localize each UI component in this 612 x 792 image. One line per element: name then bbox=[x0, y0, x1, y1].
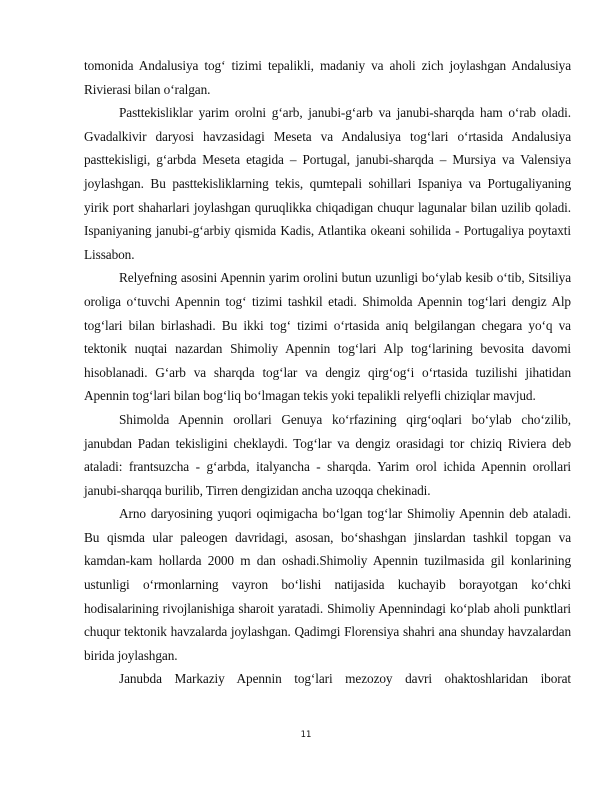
paragraph-markaziy-apennin: Janubda Markaziy Apennin tog‘lari mezozoy davri ohaktoshlaridan iborat bbox=[119, 671, 571, 687]
paragraph-pasttekisliklar: Pasttekisliklar yarim orolni g‘arb, janubi-g‘arb va janubi-sharqda ham o‘rab oladi. Gvadalkivir daryosi havzasidagi Meseta va Andalusiya tog‘lari o‘rtasida Andalusiya pasttekisligi, g‘arbda Meseta etagida – Portugal, janubi-sharqda – Mursiya va Valensiya joylashgan. Bu pasttekisliklarning tekis, qumtepali sohillari Ispaniya va Portugaliyaning yirik port shaharlari joylashgan quruqlikka chiqadigan chuqur lagunalar bilan uzilib qoladi. Ispaniyaning janubi-g‘arbiy qismida Kadis, Atlantika okeani sohilida - Portugaliya poytaxti Lissabon. bbox=[84, 105, 571, 262]
paragraph-arno-daryosi: Arno daryosining yuqori oqimigacha bo‘lgan tog‘lar Shimoliy Apennin deb ataladi. Bu qismda ular paleogen davridagi, asosan, bo‘shashgan jinslardan tashkil topgan va kamdan-kam hollarda 2000 m dan oshadi.Shimoliy Apennin tuzilmasida gil konlarining ustunligi o‘rmonlarning vayron bo‘lishi natijasida kuchayib borayotgan ko‘chki hodisalarining rivojlanishiga sharoit yaratadi. Shimoliy Apennindagi ko‘plab aholi punktlari chuqur tektonik havzalarda joylashgan. Qadimgi Florensiya shahri ana shunday havzalardan birida joylashgan. bbox=[84, 506, 571, 663]
paragraph-relyef-apennin: Relyefning asosini Apennin yarim orolini butun uzunligi bo‘ylab kesib o‘tib, Sitsiliya oroliga o‘tuvchi Apennin tog‘ tizimi tashkil etadi. Shimolda Apennin tog‘lari dengiz Alp tog‘lari bilan birlashadi. Bu ikki tog‘ tizimi o‘rtasida aniq belgilangan chegara yo‘q va tektonik nuqtai nazardan Shimoliy Apennin tog‘lari Alp tog‘larining bevosita davomi hisoblanadi. G‘arb va sharqda tog‘lar va dengiz qirg‘og‘i o‘rtasida tuzilishi jihatidan Apennin tog‘lari bilan bog‘liq bo‘lmagan tekis yoki tepalikli relyefli chiziqlar mavjud. bbox=[84, 270, 571, 404]
page-number: 11 bbox=[300, 730, 312, 740]
paragraph-shimolda-apennin: Shimolda Apennin orollari Genuya ko‘rfazining qirg‘oqlari bo‘ylab cho‘zilib, janubdan Padan tekisligini cheklaydi. Tog‘lar va dengiz orasidagi tor chiziq Riviera deb ataladi: frantsuzcha - g‘arbda, italyancha - sharqda. Yarim orol ichida Apennin orollari janubi-sharqqa burilib, Tirren dengizidan ancha uzoqqa chekinadi. bbox=[84, 411, 571, 498]
document-page bbox=[84, 54, 571, 691]
paragraph-andalusiya-riviera: tomonida Andalusiya tog‘ tizimi tepalikli, madaniy va aholi zich joylashgan Andalusiya Rivierasi bilan o‘ralgan. bbox=[84, 58, 571, 97]
